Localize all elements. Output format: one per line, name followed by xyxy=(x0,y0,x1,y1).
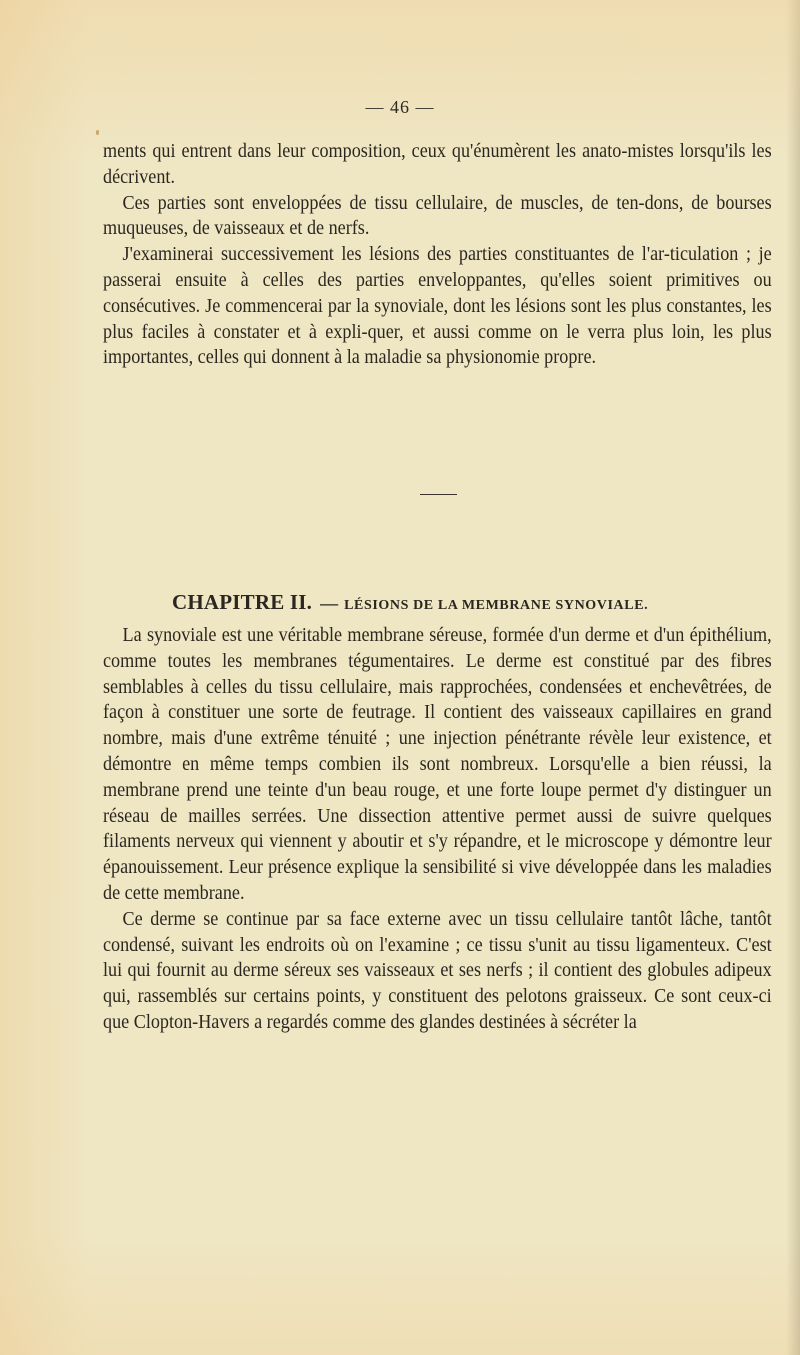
chapter-body-text xyxy=(103,623,772,1036)
paragraph-enveloping-parts: Ces parties sont enveloppées de tissu cellulaire, de muscles, de ten-dons, de bourses muqueuses, de vaisseaux et de nerfs. xyxy=(103,192,772,240)
section-intro-text xyxy=(103,139,772,371)
chapter-heading xyxy=(172,590,648,615)
chapter-dash: — xyxy=(320,593,339,613)
chapter-title: CHAPITRE II. xyxy=(172,590,313,614)
ink-spot xyxy=(96,130,99,135)
paragraph-examination-plan: J'examinerai successivement les lésions des parties constituantes de l'ar-ticulation ; je passerai ensuite à celles des parties enveloppantes, qu'elles soient primitives ou consécutives. Je commencerai par la synoviale, dont les lésions sont les plus constantes, les plus faciles à constater et à expli-quer, et aussi comme on le verra plus loin, les plus importantes, celles qui donnent à la maladie sa physionomie propre. xyxy=(103,244,772,369)
paragraph-synovial-structure: La synoviale est une véritable membrane séreuse, formée d'un derme et d'un épithélium, comme toutes les membranes tégumentaires. Le derme est constitué par des fibres semblables à celles du tissu cellulaire, mais rapprochées, condensées et enchevêtrées, de façon à constituer une sorte de feutrage. Il contient des vaisseaux capillaires en grand nombre, mais d'une extrême ténuité ; une injection pénétrante révèle leur existence, et démontre en même temps combien ils sont nombreux. Lorsqu'elle a bien réussi, la membrane prend une teinte d'un beau rouge, et une forte loupe permet d'y distinguer un réseau de mailles serrées. Une dissection attentive permet aussi de suivre quelques filaments nerveux qui viennent y aboutir et s'y répandre, et le microscope y démontre leur épanouissement. Leur présence explique la sensibilité si vive développée dans les maladies de cette membrane. xyxy=(103,625,772,904)
page-number: — 46 — xyxy=(365,97,435,117)
chapter-subtitle: LÉSIONS DE LA MEMBRANE SYNOVIALE. xyxy=(344,598,649,613)
section-divider xyxy=(420,494,457,495)
paragraph-derme-continuation: Ce derme se continue par sa face externe avec un tissu cellulaire tantôt lâche, tantôt condensé, suivant les endroits où on l'examine ; ce tissu s'unit au tissu ligamenteux. C'est lui qui fournit au derme séreux ses vaisseaux et ses nerfs ; il contient des globules adipeux qui, rassemblés sur certains points, y constituent des pelotons graisseux. Ce sont ceux-ci que Clopton-Havers a regardés comme des glandes destinées à sécréter la xyxy=(103,908,772,1033)
paragraph-continuation: ments qui entrent dans leur composition, ceux qu'énumèrent les anato-mistes lorsqu'ils les décrivent. xyxy=(103,141,772,188)
